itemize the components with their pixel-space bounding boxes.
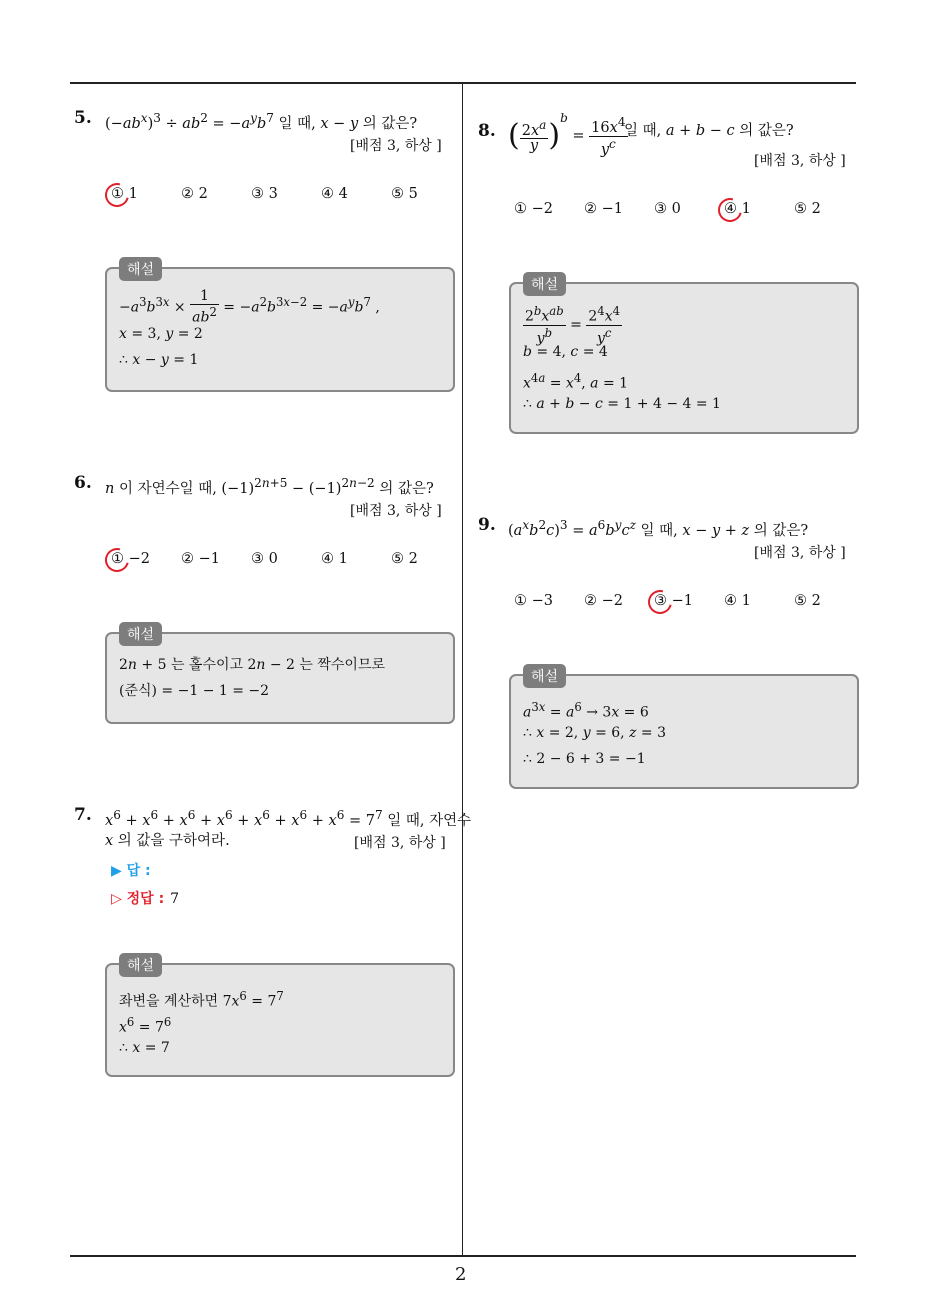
question-number: 6. — [74, 473, 92, 493]
choice-1[interactable]: ① −2 — [514, 201, 553, 217]
choice-1[interactable]: ① −2 — [111, 551, 150, 567]
explanation-line: $x^6 = 7^6$ — [119, 1015, 172, 1036]
choice-5[interactable]: ⑤ 2 — [794, 593, 821, 609]
score-label: [배점 3, 하상 ] — [350, 503, 442, 519]
selected-answer-mark — [644, 586, 677, 619]
question-text-line2: x 의 값을 구하여라. — [105, 833, 230, 849]
correct-label: ▷ 정답 : — [111, 891, 165, 907]
question-text: 일 때, a + b − c 의 값은? — [624, 123, 794, 139]
explanation-line: b = 4, c = 4 — [523, 344, 608, 360]
choice-5[interactable]: ⑤ 2 — [794, 201, 821, 217]
explanation-formula: $-a^3b^{3x}$ × $\frac{1}{ab^2}$ = $-a^2b^{3x-2} = -a^yb^7$ , — [119, 288, 380, 326]
explanation-formula: $\frac{2^bx^{ab}}{y^b}$ = $\frac{2^4x^4}{y^c}$ — [525, 304, 621, 347]
explanation-box — [509, 277, 859, 434]
choice-4[interactable]: ④ 1 — [724, 201, 751, 217]
question-formula: ( $\frac{2x^a}{y}$ )$^b$ = $\frac{16x^4}{y^c}$ — [508, 111, 626, 158]
question-number: 9. — [478, 515, 496, 535]
question-text: $(-ab^x)^3 \div ab^2 = -a^yb^7$ 일 때, x − y 의 값은? — [105, 111, 418, 132]
explanation-line: 2n + 5 는 홀수이고 2n − 2 는 짝수이므로 — [119, 657, 385, 673]
score-label: [배점 3, 하상 ] — [350, 138, 442, 154]
choice-1[interactable]: ① −3 — [514, 593, 553, 609]
question-number: 8. — [478, 121, 496, 141]
correct-value: 7 — [170, 891, 180, 907]
explanation-box — [105, 627, 455, 724]
explanation-tag: 해설 — [119, 257, 162, 281]
selected-answer-mark — [101, 544, 134, 577]
question-text-line1: $x^6 + x^6 + x^6 + x^6 + x^6 + x^6 + x^6 = 7^7$ 일 때, 자연수 — [105, 808, 472, 829]
choice-5[interactable]: ⑤ 2 — [391, 551, 418, 567]
explanation-line: ∴ a + b − c = 1 + 4 − 4 = 1 — [523, 396, 721, 412]
choice-3[interactable]: ③ 3 — [251, 186, 278, 202]
question-number: 5. — [74, 108, 92, 128]
choice-3[interactable]: ③ 0 — [654, 201, 681, 217]
question-number: 7. — [74, 805, 92, 825]
explanation-line: ∴ x − y = 1 — [119, 352, 199, 368]
choice-2[interactable]: ② −1 — [181, 551, 220, 567]
bottom-rule — [70, 1255, 856, 1257]
explanation-line: 좌변을 계산하면 $7x^6 = 7^7$ — [119, 989, 284, 1010]
selected-answer-mark — [714, 194, 747, 227]
answer-label: ▶ 답 : — [111, 863, 151, 879]
top-rule — [70, 82, 856, 84]
explanation-line: ∴ x = 7 — [119, 1040, 170, 1056]
explanation-box — [105, 262, 455, 392]
choice-5[interactable]: ⑤ 5 — [391, 186, 418, 202]
explanation-line: ∴ 2 − 6 + 3 = −1 — [523, 751, 646, 767]
explanation-tag: 해설 — [523, 272, 566, 296]
score-label: [배점 3, 하상 ] — [754, 545, 846, 561]
explanation-box — [105, 958, 455, 1077]
explanation-tag: 해설 — [523, 664, 566, 688]
column-divider — [462, 83, 463, 1256]
explanation-line: ∴ x = 2, y = 6, z = 3 — [523, 725, 667, 741]
selected-answer-mark — [101, 179, 134, 212]
question-text: n 이 자연수일 때, $(-1)^{2n+5} - (-1)^{2n-2}$ 의 값은? — [105, 476, 434, 497]
choice-3[interactable]: ③ −1 — [654, 593, 693, 609]
page-number: 2 — [455, 1264, 467, 1285]
explanation-line: $a^{3x} = a^6 \to 3x = 6$ — [523, 700, 649, 721]
score-label: [배점 3, 하상 ] — [754, 153, 846, 169]
choice-1[interactable]: ① 1 — [111, 186, 138, 202]
score-label: [배점 3, 하상 ] — [354, 835, 446, 851]
explanation-line: (준식) = −1 − 1 = −2 — [119, 683, 270, 699]
question-text: $(a^xb^2c)^3 = a^6b^yc^z$ 일 때, x − y + z 의 값은? — [508, 518, 809, 539]
choice-2[interactable]: ② −2 — [584, 593, 623, 609]
explanation-box — [509, 669, 859, 789]
explanation-line: $x^{4a} = x^4$, a = 1 — [523, 371, 629, 392]
explanation-line: x = 3, y = 2 — [119, 326, 203, 342]
choice-4[interactable]: ④ 4 — [321, 186, 348, 202]
choice-4[interactable]: ④ 1 — [321, 551, 348, 567]
choice-2[interactable]: ② 2 — [181, 186, 208, 202]
choice-4[interactable]: ④ 1 — [724, 593, 751, 609]
explanation-tag: 해설 — [119, 622, 162, 646]
explanation-tag: 해설 — [119, 953, 162, 977]
choice-3[interactable]: ③ 0 — [251, 551, 278, 567]
correct-answer — [111, 888, 179, 908]
choice-2[interactable]: ② −1 — [584, 201, 623, 217]
